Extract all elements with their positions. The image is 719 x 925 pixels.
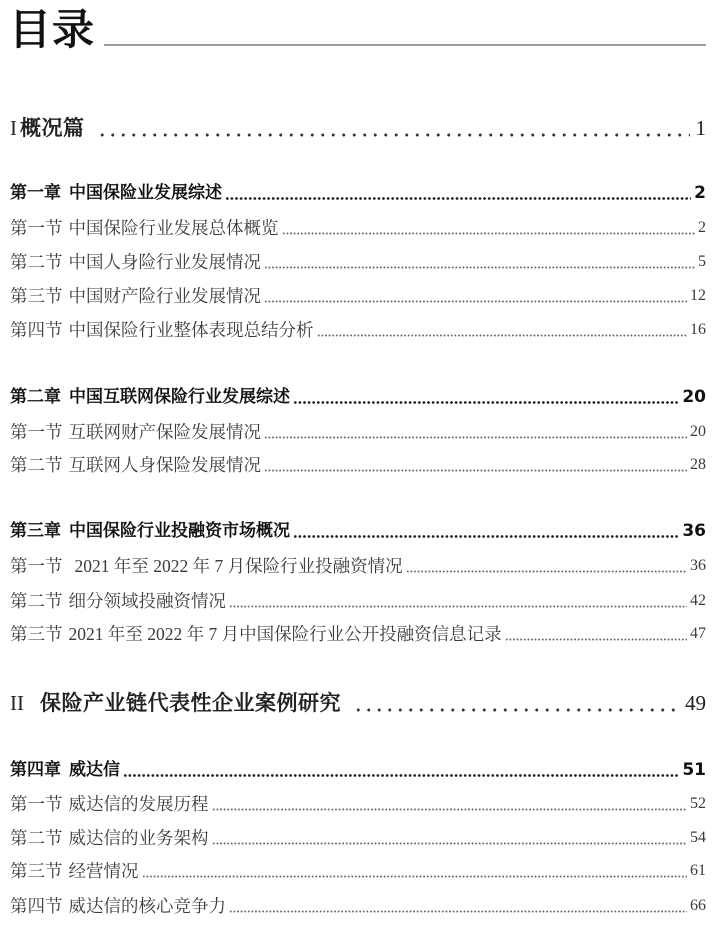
part-title: 保险产业链代表性企业案例研究 [40, 691, 341, 715]
section-label: 第四节 [10, 320, 63, 340]
part-numeral: I [10, 116, 17, 140]
section-title: 细分领域投融资情况 [68, 591, 226, 611]
section-title: 威达信的核心竞争力 [68, 896, 226, 916]
section-title: 2021 年至 2022 年 7 月中国保险行业公开投融资信息记录 [68, 624, 502, 644]
page-number: 54 [690, 829, 706, 846]
chapter-label: 第四章 [10, 760, 61, 780]
chapter-title: 威达信 [69, 760, 120, 780]
toc-section [10, 284, 706, 308]
toc-chapter [10, 385, 706, 409]
leader-dots [406, 554, 687, 578]
toc-section [10, 589, 706, 613]
section-label: 第一节 [10, 794, 63, 814]
toc-part [10, 114, 706, 142]
section-title: 2021 年至 2022 年 7 月保险行业投融资情况 [74, 556, 403, 576]
page-number: 47 [690, 625, 706, 642]
page-number: 51 [682, 760, 706, 780]
leader-dots [212, 792, 688, 816]
leader-dots [97, 114, 690, 142]
leader-dots [264, 453, 687, 477]
page-number: 52 [690, 795, 706, 812]
toc-section [10, 318, 706, 342]
leader-dots [264, 420, 687, 444]
toc-section [10, 216, 706, 240]
chapter-label: 第三章 [10, 521, 61, 541]
page-number: 5 [698, 253, 706, 270]
page-number: 12 [690, 287, 706, 304]
section-label: 第二节 [10, 828, 63, 848]
section-label: 第二节 [10, 252, 63, 272]
section-label: 第一节 [10, 422, 63, 442]
leader-dots [264, 250, 695, 274]
page-number: 28 [690, 456, 706, 473]
section-label: 第一节 [10, 218, 63, 238]
section-title: 经营情况 [68, 861, 139, 881]
section-label: 第二节 [10, 591, 63, 611]
page-number: 61 [690, 862, 706, 879]
section-label: 第二节 [10, 455, 63, 475]
leader-dots [293, 519, 679, 543]
page-number: 20 [690, 423, 706, 440]
chapter-title: 中国保险行业投融资市场概况 [69, 521, 290, 541]
section-label: 第一节 [10, 556, 63, 576]
toc-section [10, 826, 706, 850]
page-number: 36 [682, 521, 706, 541]
leader-dots [282, 216, 696, 240]
section-label: 第三节 [10, 624, 63, 644]
page-number: 1 [695, 116, 706, 140]
section-title: 互联网财产保险发展情况 [68, 422, 261, 442]
section-label: 第四节 [10, 896, 63, 916]
chapter-title: 中国保险业发展综述 [69, 183, 222, 203]
page-number: 36 [690, 557, 706, 574]
section-title: 中国财产险行业发展情况 [68, 286, 261, 306]
section-title: 中国人身险行业发展情况 [68, 252, 261, 272]
toc-section [10, 420, 706, 444]
page-number: 2 [698, 219, 706, 236]
leader-dots [123, 758, 679, 782]
toc-section [10, 622, 706, 646]
toc-chapter [10, 181, 706, 205]
section-title: 中国保险行业整体表现总结分析 [68, 320, 314, 340]
page-number: 49 [685, 691, 706, 715]
leader-dots [225, 181, 691, 205]
toc-section [10, 453, 706, 477]
page-number: 20 [682, 387, 706, 407]
section-title: 威达信的业务架构 [68, 828, 209, 848]
page-number: 16 [690, 321, 706, 338]
section-title: 威达信的发展历程 [68, 794, 209, 814]
leader-dots [229, 589, 687, 613]
toc-chapter [10, 758, 706, 782]
leader-dots [229, 894, 687, 918]
toc-section [10, 554, 706, 578]
toc-section [10, 250, 706, 274]
leader-dots [317, 318, 688, 342]
section-label: 第三节 [10, 286, 63, 306]
toc-part [10, 689, 706, 717]
toc-section [10, 859, 706, 883]
page-number: 66 [690, 897, 706, 914]
page-number: 42 [690, 592, 706, 609]
leader-dots [353, 689, 679, 717]
leader-dots [212, 826, 688, 850]
leader-dots [505, 622, 687, 646]
toc-chapter [10, 519, 706, 543]
heading-rule [104, 44, 706, 46]
toc-section [10, 894, 706, 918]
chapter-label: 第二章 [10, 387, 61, 407]
section-title: 互联网人身保险发展情况 [68, 455, 261, 475]
page-number: 2 [694, 183, 706, 203]
chapter-label: 第一章 [10, 183, 61, 203]
leader-dots [264, 284, 687, 308]
part-numeral: II [10, 691, 24, 715]
toc-section [10, 792, 706, 816]
part-title: 概况篇 [20, 116, 85, 140]
toc-heading: 目录 [9, 5, 96, 54]
section-label: 第三节 [10, 861, 63, 881]
leader-dots [293, 385, 679, 409]
section-title: 中国保险行业发展总体概览 [68, 218, 279, 238]
chapter-title: 中国互联网保险行业发展综述 [69, 387, 290, 407]
leader-dots [142, 859, 688, 883]
